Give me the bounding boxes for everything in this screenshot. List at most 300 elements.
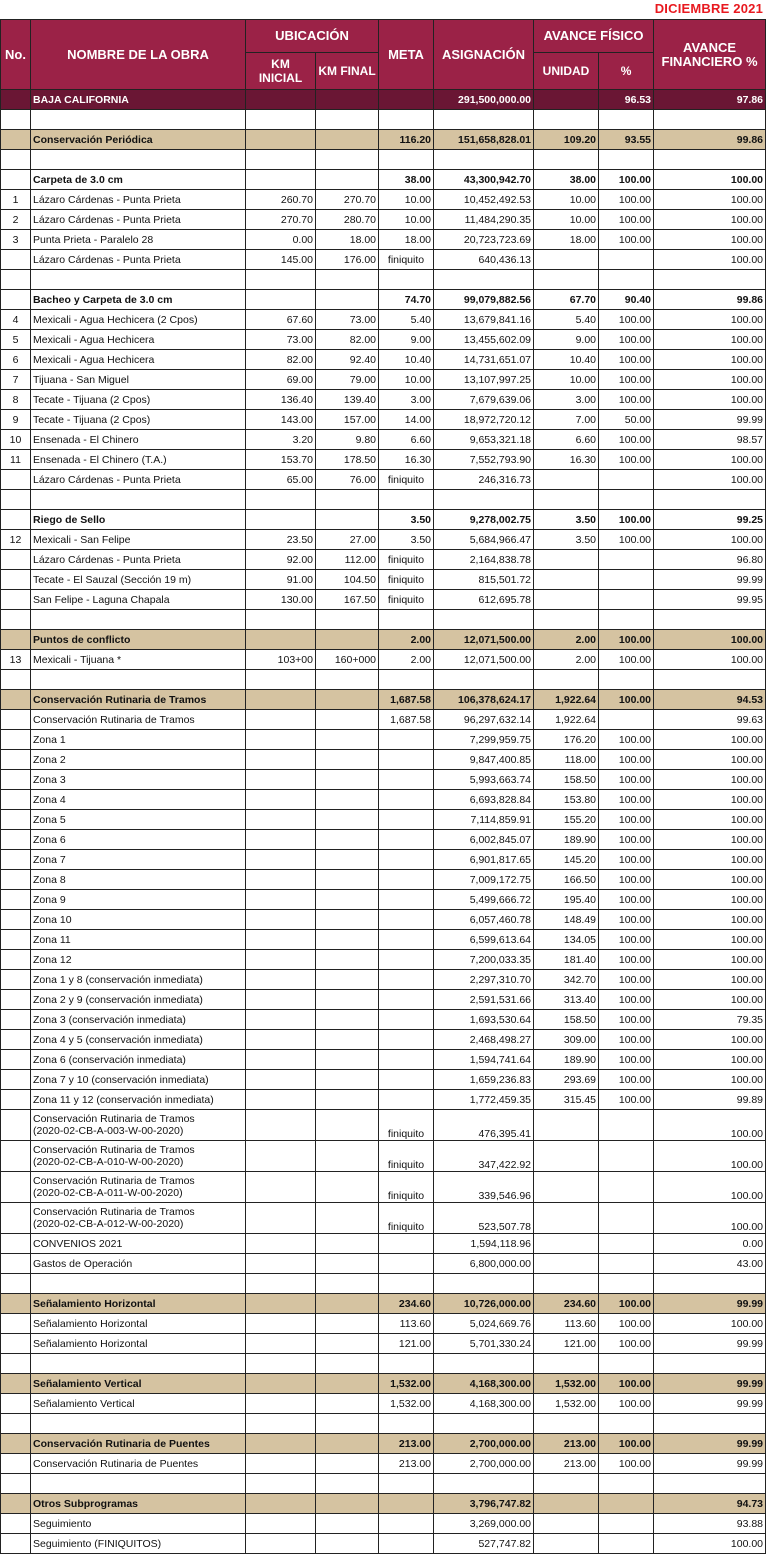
cell-avance-financiero [654,1274,766,1294]
cell-km-inicial [246,1514,316,1534]
cell-unidad: 109.20 [534,130,599,150]
table-row [1,330,766,350]
cell-nombre: Zona 11 y 12 (conservación inmediata) [31,1090,246,1110]
table-row [1,810,766,830]
table-row [1,930,766,950]
cell-meta: 10.00 [379,210,434,230]
cell-unidad: 148.49 [534,910,599,930]
cell-km-final [316,1274,379,1294]
cell-unidad [534,1172,599,1203]
cell-km-final [316,710,379,730]
cell-nombre [31,610,246,630]
cell-pct: 100.00 [599,850,654,870]
cell-pct: 100.00 [599,990,654,1010]
cell-pct [599,1494,654,1514]
cell-nombre: Lázaro Cárdenas - Punta Prieta [31,210,246,230]
cell-nombre: Puntos de conflicto [31,630,246,650]
cell-meta: finiquito [379,1110,434,1141]
cell-km-inicial [246,1354,316,1374]
cell-unidad: 309.00 [534,1030,599,1050]
cell-no [1,1374,31,1394]
cell-no: 5 [1,330,31,350]
cell-pct [599,1414,654,1434]
cell-no [1,790,31,810]
cell-avance-financiero: 100.00 [654,730,766,750]
cell-avance-financiero: 99.99 [654,1294,766,1314]
cell-pct: 100.00 [599,1374,654,1394]
cell-asignacion: 12,071,500.00 [434,630,534,650]
cell-pct: 100.00 [599,390,654,410]
cell-asignacion: 9,278,002.75 [434,510,534,530]
table-row [1,990,766,1010]
cell-avance-financiero: 100.00 [654,870,766,890]
cell-nombre [31,270,246,290]
table-row [1,250,766,270]
cell-km-inicial [246,1030,316,1050]
cell-no [1,1090,31,1110]
cell-nombre: Zona 5 [31,810,246,830]
cell-asignacion: 6,057,460.78 [434,910,534,930]
cell-km-final [316,1234,379,1254]
table-row [1,1110,766,1141]
cell-avance-financiero: 100.00 [654,1203,766,1234]
cell-nombre: Ensenada - El Chinero (T.A.) [31,450,246,470]
cell-nombre: Zona 6 (conservación inmediata) [31,1050,246,1070]
cell-pct: 100.00 [599,1030,654,1050]
cell-km-final [316,970,379,990]
cell-pct: 100.00 [599,810,654,830]
cell-avance-financiero [654,270,766,290]
table-row [1,1534,766,1554]
cell-pct: 100.00 [599,230,654,250]
cell-km-final [316,990,379,1010]
cell-nombre: Zona 3 (conservación inmediata) [31,1010,246,1030]
cell-nombre: Punta Prieta - Paralelo 28 [31,230,246,250]
cell-meta [379,110,434,130]
cell-meta: 9.00 [379,330,434,350]
cell-asignacion: 5,499,666.72 [434,890,534,910]
table-row [1,1314,766,1334]
cat-row [1,1494,766,1514]
cell-km-final [316,290,379,310]
cell-km-final [316,90,379,110]
cell-nombre: Zona 3 [31,770,246,790]
cell-avance-financiero: 100.00 [654,190,766,210]
cell-no [1,1141,31,1172]
cell-no [1,750,31,770]
cell-meta [379,1354,434,1374]
cell-pct: 100.00 [599,1454,654,1474]
cell-unidad: 158.50 [534,1010,599,1030]
cell-km-final [316,1354,379,1374]
cell-km-inicial: 73.00 [246,330,316,350]
cell-unidad [534,90,599,110]
cell-unidad [534,1110,599,1141]
col-meta-header: META [379,20,434,90]
cell-nombre: Seguimiento [31,1514,246,1534]
cell-pct: 100.00 [599,830,654,850]
cell-km-final: 92.40 [316,350,379,370]
cell-avance-financiero [654,1414,766,1434]
cell-asignacion: 4,168,300.00 [434,1394,534,1414]
cell-asignacion [434,670,534,690]
cell-km-inicial [246,970,316,990]
cell-meta [379,270,434,290]
cell-no [1,510,31,530]
cell-meta [379,790,434,810]
cell-avance-financiero: 99.99 [654,1374,766,1394]
cell-asignacion: 6,901,817.65 [434,850,534,870]
cell-pct: 100.00 [599,330,654,350]
cell-avance-financiero: 100.00 [654,650,766,670]
cell-meta [379,990,434,1010]
cell-km-inicial [246,1172,316,1203]
table-row [1,1454,766,1474]
cell-pct: 100.00 [599,450,654,470]
cell-avance-financiero: 97.86 [654,90,766,110]
cell-km-inicial: 3.20 [246,430,316,450]
spacer-row [1,1354,766,1374]
cell-pct [599,1141,654,1172]
cell-nombre: CONVENIOS 2021 [31,1234,246,1254]
cell-km-final [316,130,379,150]
cell-km-final [316,830,379,850]
cell-no [1,1110,31,1141]
cell-km-inicial [246,90,316,110]
cell-nombre: Mexicali - Agua Hechicera (2 Cpos) [31,310,246,330]
cell-no [1,470,31,490]
cell-asignacion [434,1474,534,1494]
cell-asignacion: 3,269,000.00 [434,1514,534,1534]
cell-unidad: 38.00 [534,170,599,190]
cell-pct [599,550,654,570]
cell-unidad: 189.90 [534,1050,599,1070]
table-row [1,870,766,890]
cell-no [1,1010,31,1030]
cell-meta [379,1090,434,1110]
cell-meta [379,1514,434,1534]
cell-nombre: Mexicali - Agua Hechicera [31,330,246,350]
cell-km-inicial [246,890,316,910]
cell-no [1,1050,31,1070]
cell-meta [379,810,434,830]
cell-no [1,1394,31,1414]
cell-km-inicial: 69.00 [246,370,316,390]
table-row [1,1203,766,1234]
cell-km-final: 76.00 [316,470,379,490]
table-row [1,1030,766,1050]
cell-km-inicial [246,930,316,950]
cell-no [1,1070,31,1090]
cell-no [1,270,31,290]
cell-asignacion: 2,700,000.00 [434,1434,534,1454]
cell-asignacion: 12,071,500.00 [434,650,534,670]
cell-asignacion: 1,594,118.96 [434,1234,534,1254]
cell-unidad [534,590,599,610]
cell-no [1,170,31,190]
table-row [1,650,766,670]
cell-asignacion: 2,297,310.70 [434,970,534,990]
cell-asignacion [434,490,534,510]
cell-nombre: Conservación Rutinaria de Puentes [31,1454,246,1474]
cell-km-final [316,1514,379,1534]
cell-no [1,1474,31,1494]
cell-km-final [316,510,379,530]
cell-meta [379,670,434,690]
cell-unidad [534,1354,599,1374]
cell-pct: 100.00 [599,530,654,550]
cell-meta: 5.40 [379,310,434,330]
cell-avance-financiero: 100.00 [654,850,766,870]
col-avance-fisico-header: AVANCE FÍSICO [534,20,654,53]
cell-no [1,970,31,990]
cell-km-final [316,1090,379,1110]
cell-meta [379,1254,434,1274]
cell-km-inicial [246,750,316,770]
cell-no [1,730,31,750]
cell-meta [379,490,434,510]
cell-pct: 100.00 [599,890,654,910]
table-row [1,590,766,610]
cell-asignacion: 10,452,492.53 [434,190,534,210]
cell-meta: finiquito [379,250,434,270]
cell-meta: 213.00 [379,1434,434,1454]
cell-no [1,1203,31,1234]
cell-asignacion: 291,500,000.00 [434,90,534,110]
cell-unidad: 16.30 [534,450,599,470]
cell-asignacion: 7,679,639.06 [434,390,534,410]
table-row [1,1254,766,1274]
cell-avance-financiero: 100.00 [654,990,766,1010]
cell-meta [379,150,434,170]
region-row [1,90,766,110]
obras-table [0,19,766,1554]
cell-km-final [316,1494,379,1514]
cell-avance-financiero: 100.00 [654,370,766,390]
cell-nombre: Riego de Sello [31,510,246,530]
cell-avance-financiero: 100.00 [654,450,766,470]
cell-unidad [534,1414,599,1434]
cell-nombre [31,1474,246,1494]
cell-nombre-line2: (2020-02-CB-A-010-W-00-2020) [33,1156,184,1168]
cell-meta: 10.40 [379,350,434,370]
cell-avance-financiero: 100.00 [654,470,766,490]
cell-km-inicial [246,1090,316,1110]
table-row [1,830,766,850]
cell-meta: finiquito [379,550,434,570]
cell-km-inicial: 82.00 [246,350,316,370]
cell-km-final [316,490,379,510]
cell-avance-financiero [654,1354,766,1374]
table-row [1,430,766,450]
cell-meta: 3.50 [379,510,434,530]
cell-unidad: 7.00 [534,410,599,430]
cell-avance-financiero: 100.00 [654,950,766,970]
cell-nombre: Tijuana - San Miguel [31,370,246,390]
cell-avance-financiero: 100.00 [654,1314,766,1334]
cell-km-final [316,870,379,890]
cell-unidad: 155.20 [534,810,599,830]
table-row [1,390,766,410]
cell-nombre: Mexicali - San Felipe [31,530,246,550]
cell-unidad: 18.00 [534,230,599,250]
cell-km-final: 79.00 [316,370,379,390]
cell-nombre: Tecate - El Sauzal (Sección 19 m) [31,570,246,590]
cell-asignacion [434,610,534,630]
cell-unidad [534,490,599,510]
cell-asignacion: 13,679,841.16 [434,310,534,330]
col-avance-financiero-header: AVANCE FINANCIERO % [654,20,766,90]
cell-unidad: 2.00 [534,630,599,650]
table-row [1,770,766,790]
cell-nombre: Zona 11 [31,930,246,950]
cell-km-final [316,930,379,950]
cell-km-inicial: 91.00 [246,570,316,590]
cell-pct [599,470,654,490]
cell-nombre: Señalamiento Horizontal [31,1334,246,1354]
cell-avance-financiero: 100.00 [654,630,766,650]
table-row [1,950,766,970]
cell-km-inicial: 103+00 [246,650,316,670]
cell-avance-financiero: 99.99 [654,1454,766,1474]
cell-km-inicial [246,730,316,750]
cell-no: 9 [1,410,31,430]
cell-pct: 100.00 [599,950,654,970]
cell-meta: 14.00 [379,410,434,430]
cell-no [1,930,31,950]
cell-pct: 100.00 [599,1090,654,1110]
table-row [1,750,766,770]
cell-nombre [31,1172,246,1203]
cell-meta [379,870,434,890]
cell-km-final [316,1141,379,1172]
cell-unidad [534,1234,599,1254]
cell-avance-financiero: 99.99 [654,570,766,590]
cell-avance-financiero: 100.00 [654,930,766,950]
cell-asignacion [434,110,534,130]
cell-no: 2 [1,210,31,230]
cell-asignacion [434,1274,534,1294]
cell-unidad: 1,922.64 [534,710,599,730]
cell-km-final [316,1454,379,1474]
col-km-final-header: KM FINAL [316,53,379,90]
cell-no [1,1294,31,1314]
cell-meta [379,610,434,630]
cell-asignacion: 151,658,828.01 [434,130,534,150]
cell-nombre: Conservación Rutinaria de Puentes [31,1434,246,1454]
cell-km-final [316,770,379,790]
cell-km-inicial [246,1110,316,1141]
cell-nombre: Zona 8 [31,870,246,890]
cell-km-inicial [246,790,316,810]
cell-km-inicial [246,1494,316,1514]
spacer-row [1,1274,766,1294]
cell-avance-financiero: 96.80 [654,550,766,570]
cell-pct [599,1203,654,1234]
cell-pct [599,670,654,690]
cell-unidad [534,1254,599,1274]
cell-km-inicial [246,1294,316,1314]
cell-km-inicial [246,910,316,930]
cell-unidad: 234.60 [534,1294,599,1314]
cell-meta: finiquito [379,1141,434,1172]
cell-unidad [534,1203,599,1234]
cell-no [1,130,31,150]
spacer-row [1,110,766,130]
cell-avance-financiero: 0.00 [654,1234,766,1254]
cell-avance-financiero: 100.00 [654,250,766,270]
cell-unidad: 1,532.00 [534,1394,599,1414]
cell-asignacion: 1,693,530.64 [434,1010,534,1030]
cell-no [1,570,31,590]
cell-meta: 3.50 [379,530,434,550]
cell-avance-financiero: 100.00 [654,750,766,770]
cell-meta [379,750,434,770]
table-row [1,570,766,590]
cell-km-inicial [246,510,316,530]
cell-km-final [316,1254,379,1274]
cell-meta [379,1030,434,1050]
cell-km-inicial [246,1010,316,1030]
cell-unidad: 1,922.64 [534,690,599,710]
cell-meta [379,1474,434,1494]
cell-nombre: Lázaro Cárdenas - Punta Prieta [31,190,246,210]
cell-nombre: Zona 6 [31,830,246,850]
cell-km-inicial [246,1274,316,1294]
cell-avance-financiero: 100.00 [654,1070,766,1090]
cell-pct: 100.00 [599,430,654,450]
cell-no [1,150,31,170]
table-row [1,230,766,250]
cell-nombre: Mexicali - Agua Hechicera [31,350,246,370]
cell-nombre: Zona 4 [31,790,246,810]
cell-asignacion: 339,546.96 [434,1172,534,1203]
cell-km-inicial [246,1534,316,1554]
cell-no [1,890,31,910]
table-row [1,710,766,730]
cell-meta: 6.60 [379,430,434,450]
cell-unidad: 213.00 [534,1454,599,1474]
cell-asignacion: 99,079,882.56 [434,290,534,310]
cell-pct: 100.00 [599,1050,654,1070]
table-row [1,1514,766,1534]
cell-asignacion: 7,114,859.91 [434,810,534,830]
cell-no: 7 [1,370,31,390]
cell-avance-financiero: 94.53 [654,690,766,710]
cell-km-inicial [246,850,316,870]
cell-pct: 100.00 [599,770,654,790]
cell-km-final [316,750,379,770]
table-row [1,550,766,570]
cell-nombre: Zona 9 [31,890,246,910]
cell-nombre: Zona 10 [31,910,246,930]
cell-pct [599,110,654,130]
cell-asignacion: 5,024,669.76 [434,1314,534,1334]
table-row [1,210,766,230]
cat-row [1,1434,766,1454]
cell-pct [599,270,654,290]
cat-row [1,690,766,710]
cell-km-final [316,1070,379,1090]
cell-nombre: Otros Subprogramas [31,1494,246,1514]
cell-unidad: 118.00 [534,750,599,770]
cell-asignacion: 5,684,966.47 [434,530,534,550]
cell-nombre [31,1203,246,1234]
cell-avance-financiero: 100.00 [654,1534,766,1554]
cell-km-inicial [246,290,316,310]
cell-asignacion: 1,772,459.35 [434,1090,534,1110]
cell-asignacion: 246,316.73 [434,470,534,490]
